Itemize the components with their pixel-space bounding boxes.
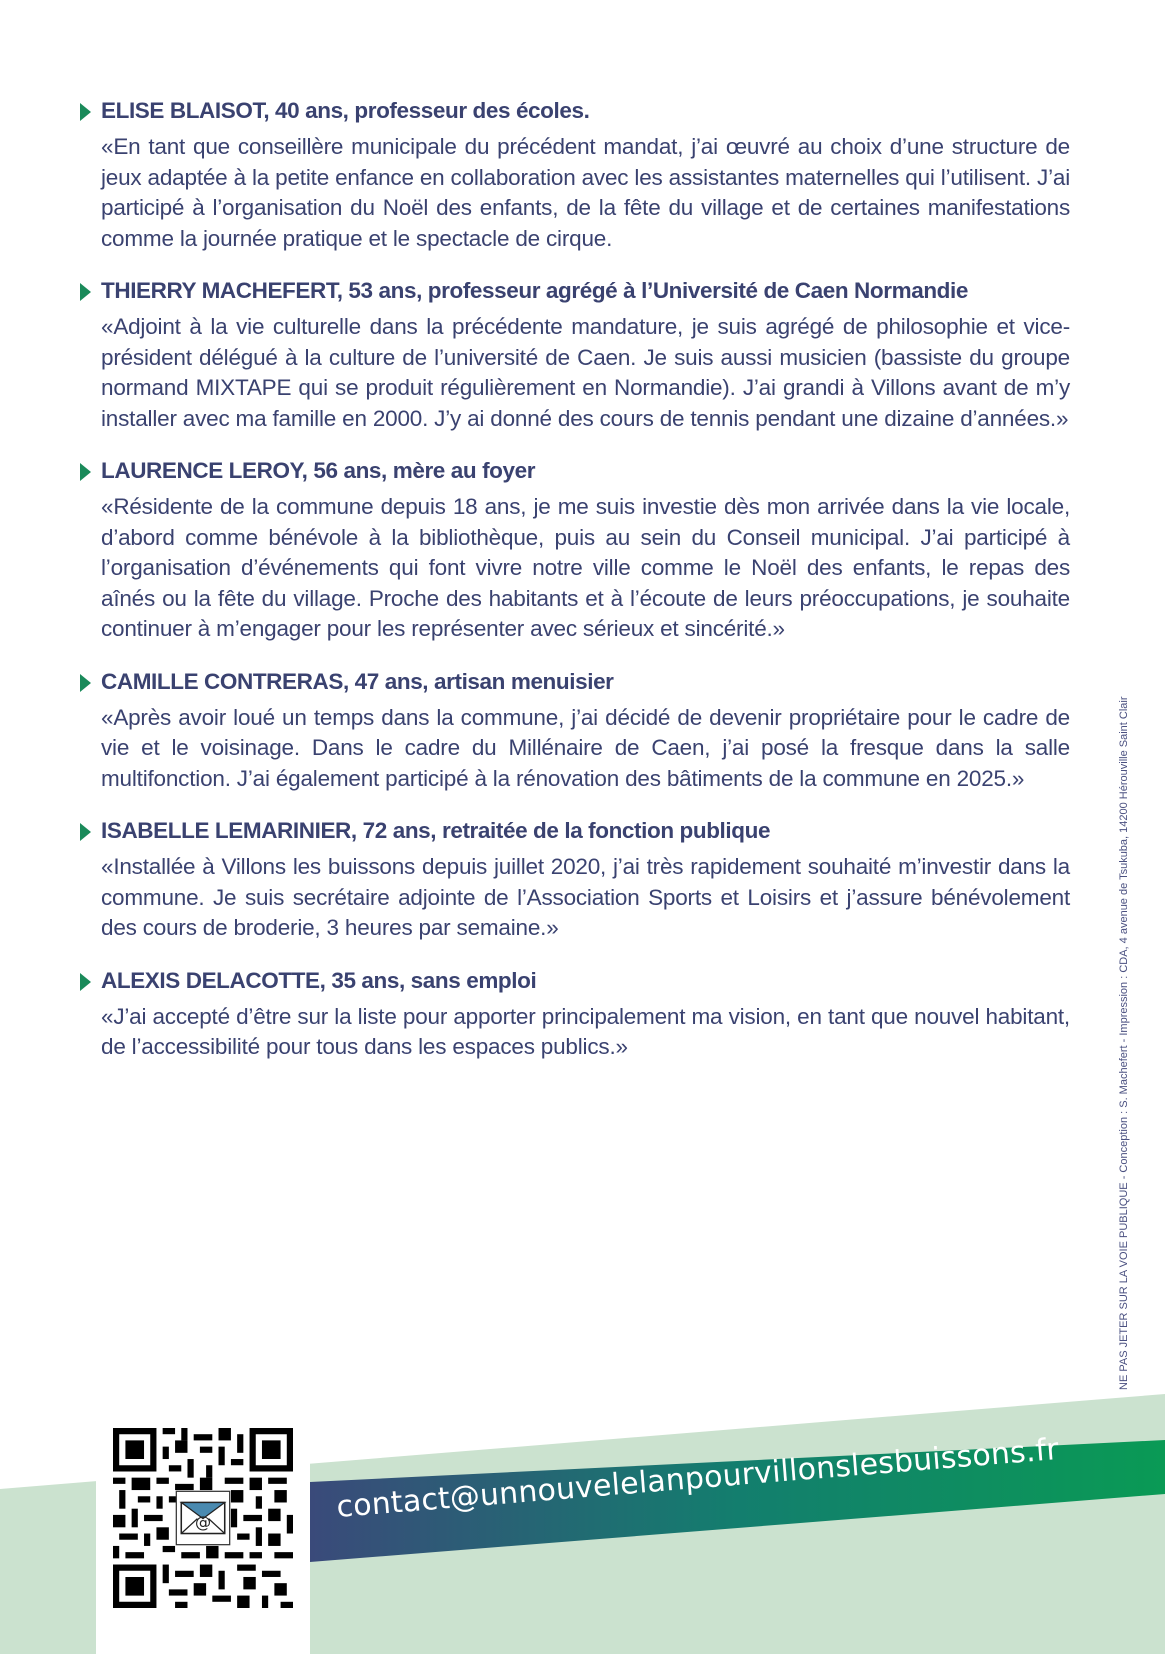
candidate-details: , 35 ans, sans emploi (319, 967, 537, 993)
qr-code[interactable] (113, 1428, 293, 1608)
candidate-heading (80, 667, 1070, 697)
svg-text:@: @ (194, 1512, 212, 1532)
candidate-details: , 53 ans, professeur agrégé à l’Université de Caen Normandie (336, 278, 968, 303)
candidate-name: CAMILLE CONTRERAS (101, 668, 343, 694)
candidate-name: THIERRY MACHEFERT (101, 278, 337, 303)
candidate-entry (80, 966, 1070, 1063)
candidate-quote: «Installée à Villons les buissons depuis juillet 2020, j’ai très rapidement souhaité m’investir dans la commune. Je suis secrétaire adjointe de l’Association Sports et Loisirs et j’assure bénévolement des cours de broderie, 3 heures par semaine.» (101, 854, 1070, 940)
candidate-quote: «En tant que conseillère municipale du précédent mandat, j’ai œuvré au choix d’une structure de jeux adaptée à la petite enfance en collaboration avec les assistantes maternelles qui l’utilisent. J’ai participé à l’organisation du Noël des enfants, de la fête du village et de certaines manifestations comme la journée pratique et le spectacle de cirque. (101, 134, 1070, 251)
candidate-heading (80, 816, 1070, 846)
candidate-details: , 56 ans, mère au foyer (301, 458, 536, 483)
triangle-bullet-icon (80, 463, 91, 481)
candidate-quote: «Après avoir loué un temps dans la commune, j’ai décidé de devenir propriétaire pour le cadre de vie et le voisinage. Dans le cadre du Millénaire de Caen, j’ai posé la fresque dans la salle multifonction. J’ai également participé à la rénovation des bâtiments de la commune en 2025.» (101, 704, 1070, 791)
contact-email-link[interactable]: contact@unnouvelelanpourvillonslesbuissons.fr (335, 1432, 1061, 1525)
candidate-details: , 72 ans, retraitée de la fonction publique (350, 818, 771, 843)
triangle-bullet-icon (80, 823, 91, 841)
candidate-quote: «Adjoint à la vie culturelle dans la précédente mandature, je suis agrégé de philosophie et vice-président délégué à la culture de l’université de Caen. Je suis aussi musicien (bassiste du groupe normand MIXTAPE qui se produit régulièrement en Normandie). J’ai grandi à Villons avant de m’y installer avec ma famille en 2000. J’y ai donné des cours de tennis pendant une dizaine d’années.» (101, 314, 1070, 431)
candidate-name: ALEXIS DELACOTTE (101, 967, 320, 993)
candidate-heading (80, 96, 1070, 126)
envelope-at-icon (176, 1491, 229, 1544)
candidate-details: , 40 ans, professeur des écoles. (263, 98, 590, 123)
triangle-bullet-icon (80, 283, 91, 301)
candidate-heading (80, 966, 1070, 996)
candidate-quote: «Résidente de la commune depuis 18 ans, je me suis investie dès mon arrivée dans la vie locale, d’abord comme bénévole à la bibliothèque, puis au sein du Conseil municipal. J’ai participé à l’organisation d’événements qui font vivre notre ville comme le Noël des enfants, le repas des aînés ou la fête du village. Proche des habitants et à l’écoute de leurs préoccupations, je souhaite continuer à m’engager pour les représenter avec sérieux et sincérité.» (101, 494, 1070, 641)
candidate-entry (80, 276, 1070, 434)
candidate-entry (80, 96, 1070, 254)
candidate-quote: «J’ai accepté d’être sur la liste pour apporter principalement ma vision, en tant que nouvel habitant, de l’accessibilité pour tous dans les espaces publics.» (101, 1003, 1070, 1059)
triangle-bullet-icon (80, 973, 91, 991)
candidate-heading (80, 456, 1070, 486)
candidate-name: ELISE BLAISOT (101, 98, 264, 123)
triangle-bullet-icon (80, 103, 91, 121)
candidate-details: , 47 ans, artisan menuisier (342, 668, 614, 694)
candidate-entry (80, 816, 1070, 944)
candidate-heading (80, 276, 1070, 306)
legal-mention: NE PAS JETER SUR LA VOIE PUBLIQUE - Conception : S. Machefert - Impression : CDA, 4 avenue de Tsukuba, 14200 Hérouville Saint Clair (1118, 696, 1130, 1390)
qr-code-card (96, 1418, 310, 1654)
candidate-name: LAURENCE LEROY (101, 458, 302, 483)
candidate-entry (80, 667, 1070, 795)
candidate-name: ISABELLE LEMARINIER (101, 818, 351, 843)
candidate-entry (80, 456, 1070, 645)
triangle-bullet-icon (80, 674, 91, 692)
candidate-list (80, 96, 1070, 1085)
